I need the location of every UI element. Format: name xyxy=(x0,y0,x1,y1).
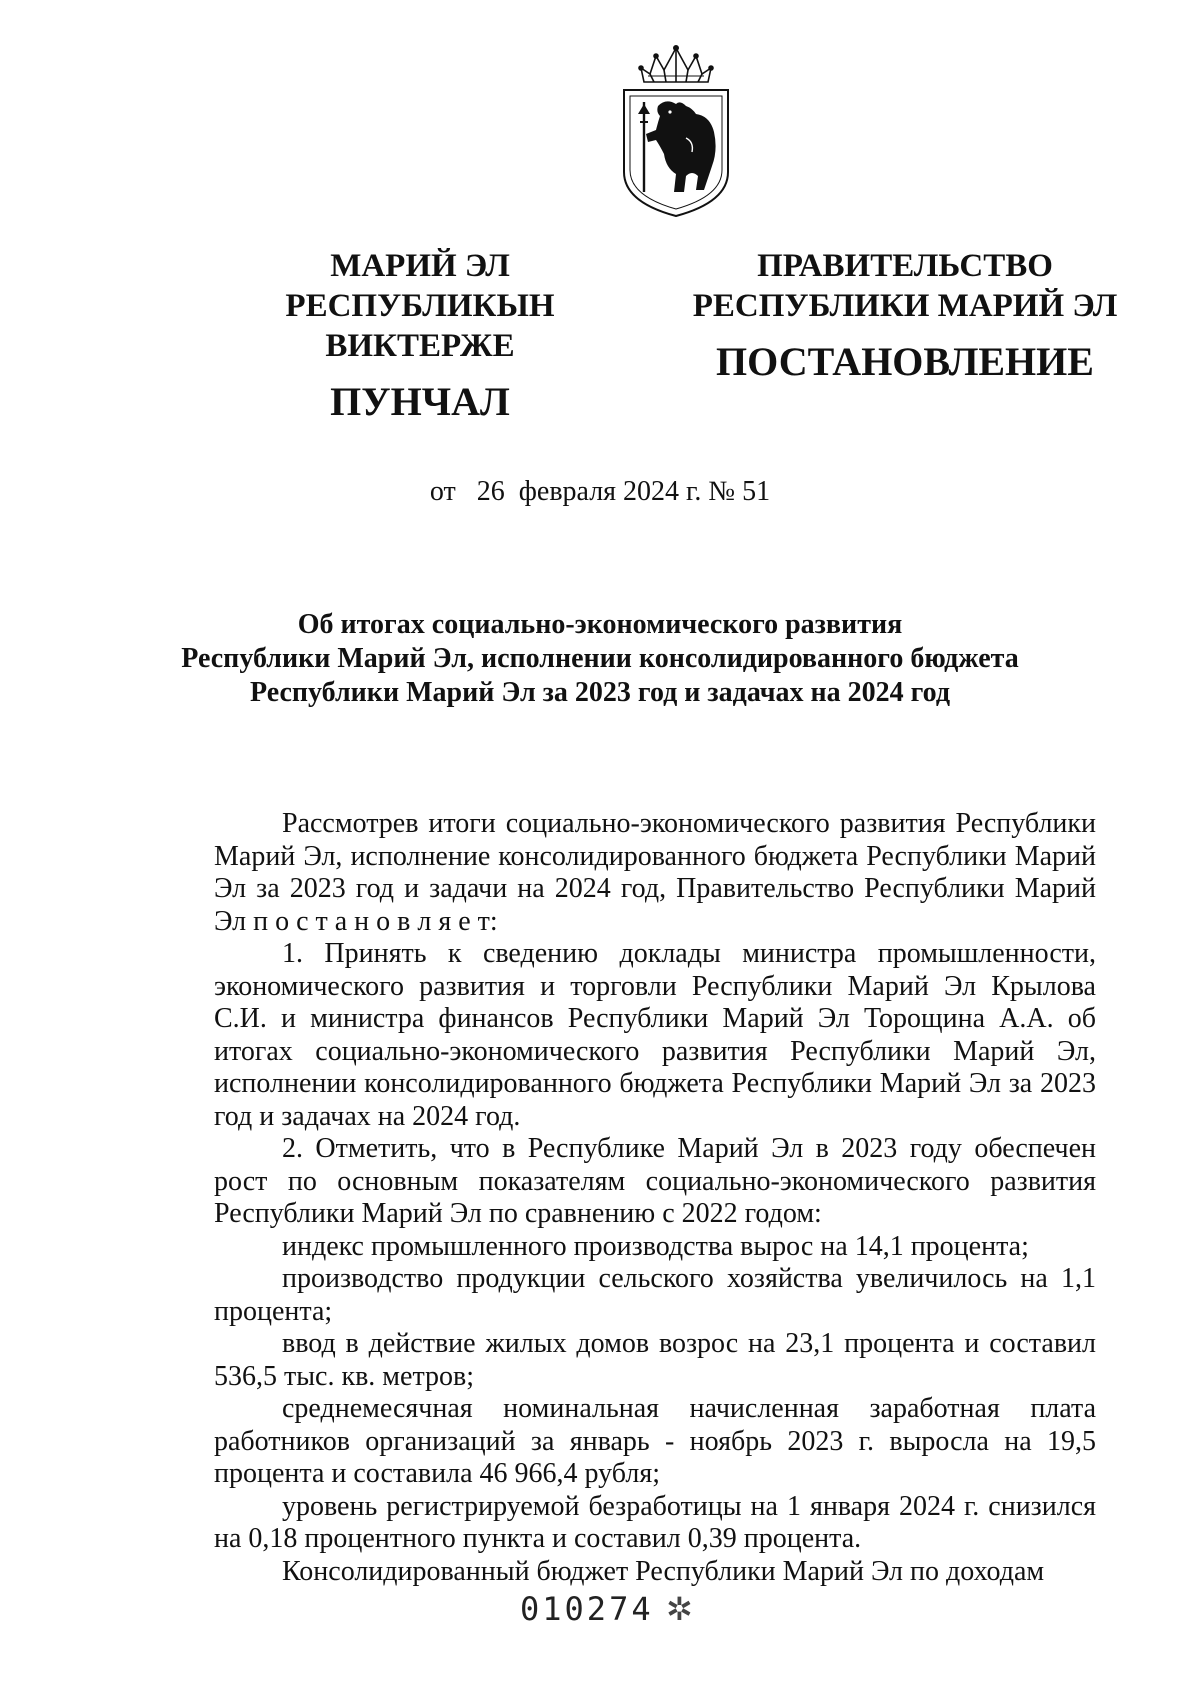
header-right-block xyxy=(690,246,1120,386)
title-line: Об итогах социально-экономического развития xyxy=(297,609,903,640)
blank-serial-number: 010274 xyxy=(520,1590,654,1628)
title-line: Республики Марий Эл за 2023 год и задачах на 2024 год xyxy=(249,677,951,708)
document-title xyxy=(150,608,1050,710)
header-left-block xyxy=(200,246,640,426)
body-paragraph: среднемесячная номинальная начисленная заработная плата работников организаций за январь - ноябрь 2023 г. выросла на 19,5 процента и составила 46 966,4 рубля; xyxy=(214,1393,1096,1489)
body-paragraph: 1. Принять к сведению доклады министра промышленности, экономического развития и торговли Республики Марий Эл Крылова С.И. и министра финансов Республики Марий Эл Торощина А.А. об итогах социально-экономического развития Республики Марий Эл, исполнении консолидированного бюджета Республики Марий Эл за 2023 год и задачах на 2024 год. xyxy=(214,938,1096,1132)
body-paragraph: уровень регистрируемой безработицы на 1 января 2024 г. снизился на 0,18 процентного пункта и составил 0,39 процента. xyxy=(214,1490,1096,1554)
title-line: Республики Марий Эл, исполнении консолидированного бюджета xyxy=(181,643,1019,674)
body-paragraph: производство продукции сельского хозяйства увеличилось на 1,1 процента; xyxy=(214,1263,1096,1327)
asterisk-mark-icon: ✲ xyxy=(666,1590,693,1628)
left-organization-name: МАРИЙ ЭЛ РЕСПУБЛИКЫН ВИКТЕРЖЕ xyxy=(285,248,555,364)
document-date-number: от 26 февраля 2024 г. № 51 xyxy=(429,476,771,507)
right-organization-name: ПРАВИТЕЛЬСТВО РЕСПУБЛИКИ МАРИЙ ЭЛ xyxy=(692,248,1118,324)
document-body xyxy=(214,808,1096,1588)
coat-of-arms-icon xyxy=(614,42,738,220)
right-document-type: ПОСТАНОВЛЕНИЕ xyxy=(716,339,1094,384)
body-paragraph: 2. Отметить, что в Республике Марий Эл в 2023 году обеспечен рост по основным показателям социально-экономического развития Республики Марий Эл по сравнению с 2022 годом: xyxy=(214,1133,1096,1229)
body-paragraph: индекс промышленного производства вырос на 14,1 процента; xyxy=(282,1230,1029,1262)
left-document-type: ПУНЧАЛ xyxy=(330,379,510,424)
body-paragraph: ввод в действие жилых домов возрос на 23,1 процента и составил 536,5 тыс. кв. метров; xyxy=(214,1328,1096,1392)
body-paragraph: Рассмотрев итоги социально-экономического развития Республики Марий Эл, исполнение консолидированного бюджета Республики Марий Эл за 2023 год и задачи на 2024 год, Правительство Республики Марий Эл п о с т а н о в л я е т: xyxy=(214,808,1096,937)
body-paragraph: Консолидированный бюджет Республики Марий Эл по доходам xyxy=(282,1555,1045,1587)
